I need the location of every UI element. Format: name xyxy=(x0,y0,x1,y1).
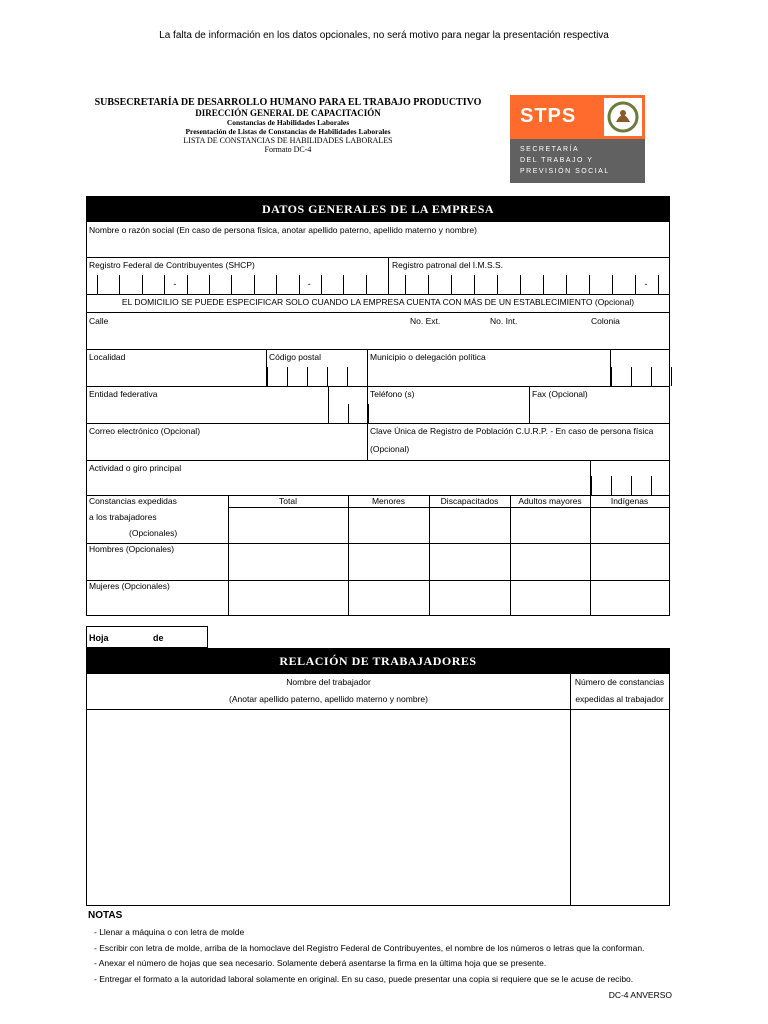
label-of: de xyxy=(153,633,164,643)
worker-name-area[interactable] xyxy=(87,710,570,906)
sheet-counter xyxy=(86,626,208,648)
header-line-4: Presentación de Listas de Constancias de Habilidades Laborales xyxy=(185,127,391,136)
header-line-6: Formato DC-4 xyxy=(264,145,312,154)
label-curp-optional: (Opcional) xyxy=(370,444,410,454)
logo-text-3: PREVISIÓN SOCIAL xyxy=(520,168,610,175)
header-line-2: DIRECCIÓN GENERAL DE CAPACITACIÓN xyxy=(195,108,381,118)
char-box-dash: - xyxy=(644,279,648,289)
char-box-divider xyxy=(631,367,632,386)
char-box-divider xyxy=(164,275,165,294)
label-street: Calle xyxy=(89,316,109,326)
label-men: Hombres (Opcionales) xyxy=(89,544,175,554)
label-imss: Registro patronal del I.M.S.S. xyxy=(392,260,504,270)
char-box-divider xyxy=(119,275,120,294)
document-header xyxy=(88,97,488,154)
char-box-divider xyxy=(343,275,344,294)
char-box-divider xyxy=(287,367,288,386)
char-box-divider xyxy=(328,404,329,423)
col-certificate-count: Número de constancias xyxy=(574,677,665,687)
char-box-divider xyxy=(254,275,255,294)
char-box-divider xyxy=(651,476,652,495)
note-item: - Entregar el formato a la autoridad laboral solamente en original. En su caso, puede presentar una copia si requiere que se le acuse de recibo. xyxy=(94,974,634,984)
char-box-divider xyxy=(347,367,348,386)
char-box-dash: - xyxy=(307,279,311,289)
char-box-divider xyxy=(367,367,368,386)
char-box-divider xyxy=(321,275,322,294)
label-fax: Fax (Opcional) xyxy=(532,389,588,399)
label-women: Mujeres (Opcionales) xyxy=(89,581,170,591)
label-locality: Localidad xyxy=(89,352,126,362)
label-ext-number: No. Ext. xyxy=(410,316,441,326)
section-title-company: DATOS GENERALES DE LA EMPRESA xyxy=(87,197,669,222)
certificate-count-area[interactable] xyxy=(571,710,669,906)
char-box-divider xyxy=(97,275,98,294)
note-item: - Escribir con letra de molde, arriba de la homoclave del Registro Federal de Contribuyentes, el nombre de los números o letras que la conforman. xyxy=(94,943,645,953)
col-worker-name: Nombre del trabajador xyxy=(286,677,371,687)
char-box-divider xyxy=(566,275,567,294)
col-worker-name-note: (Anotar apellido paterno, apellido materno y nombre) xyxy=(229,694,428,704)
label-sheet: Hoja xyxy=(89,633,109,643)
section-title-workers: RELACIÓN DE TRABAJADORES xyxy=(87,649,669,674)
char-box-divider xyxy=(231,275,232,294)
char-box-divider xyxy=(267,367,268,386)
logo-text-1: SECRETARÍA xyxy=(520,146,580,153)
top-note: La falta de información en los datos opcionales, no será motivo para negar la presentación respectiva xyxy=(159,30,609,41)
char-box-divider xyxy=(388,275,389,294)
char-box-divider xyxy=(671,367,672,386)
char-box-divider xyxy=(405,275,406,294)
char-box-divider xyxy=(497,275,498,294)
char-box-divider xyxy=(658,275,659,294)
label-neighborhood: Colonia xyxy=(591,316,620,326)
label-state: Entidad federativa xyxy=(89,389,158,399)
col-total: Total xyxy=(279,496,297,506)
col-disabled: Discapacitados xyxy=(440,496,499,506)
char-box-divider xyxy=(327,367,328,386)
char-box-divider xyxy=(612,275,613,294)
header-line-3: Constancias de Habilidades Laborales xyxy=(226,118,350,127)
char-box-divider xyxy=(543,275,544,294)
col-seniors: Adultos mayores xyxy=(518,496,582,506)
label-business-name: Nombre o razón social (En caso de persona física, anotar apellido paterno, apellido materno y nombre) xyxy=(89,225,477,235)
stps-logo xyxy=(510,95,645,183)
char-box-divider xyxy=(307,367,308,386)
label-email: Correo electrónico (Opcional) xyxy=(89,426,201,436)
header-line-5: LISTA DE CONSTANCIAS DE HABILIDADES LABORALES xyxy=(183,136,393,145)
char-box-divider xyxy=(520,275,521,294)
col-certificate-count-2: expedidas al trabajador xyxy=(575,694,664,704)
workers-list xyxy=(86,648,670,906)
notes-title: NOTAS xyxy=(88,910,123,921)
note-item: - Llenar a máquina o con letra de molde xyxy=(94,927,245,937)
char-box-divider xyxy=(451,275,452,294)
logo-brand: STPS xyxy=(520,105,577,127)
char-box-divider xyxy=(474,275,475,294)
char-box-divider xyxy=(187,275,188,294)
label-activity: Actividad o giro principal xyxy=(89,463,182,473)
char-box-divider xyxy=(142,275,143,294)
char-box-divider xyxy=(209,275,210,294)
char-box-divider xyxy=(591,476,592,495)
note-item: - Anexar el número de hojas que sea necesario. Solamente deberá asentarse la firma en la última hoja que se presente. xyxy=(94,958,547,968)
label-certificates: Constancias expedidas xyxy=(89,496,177,506)
char-box-divider xyxy=(366,275,367,294)
char-box-divider xyxy=(428,275,429,294)
col-indigenous: Indígenas xyxy=(610,496,649,506)
label-domicile-note: EL DOMICILIO SE PUEDE ESPECIFICAR SOLO CUANDO LA EMPRESA CUENTA CON MÁS DE UN ESTABLECIMIENTO (Opcional) xyxy=(121,297,635,307)
mexican-seal-icon xyxy=(604,98,642,136)
char-box-divider xyxy=(368,404,369,423)
char-box-dash: - xyxy=(173,279,177,289)
label-int-number: No. Int. xyxy=(490,316,518,326)
label-phone: Teléfono (s) xyxy=(370,389,415,399)
page-footer: DC-4 ANVERSO xyxy=(608,990,672,1000)
char-box-divider xyxy=(611,367,612,386)
char-box-divider xyxy=(635,275,636,294)
label-certificates-2: a los trabajadores xyxy=(89,512,157,522)
char-box-divider xyxy=(276,275,277,294)
label-curp: Clave Única de Registro de Población C.U.R.P. - En caso de persona física xyxy=(370,426,654,436)
label-municipality: Municipio o delegación política xyxy=(370,352,486,362)
char-box-divider xyxy=(348,404,349,423)
char-box-divider xyxy=(611,476,612,495)
char-box-divider xyxy=(651,367,652,386)
col-minors: Menores xyxy=(371,496,406,506)
logo-top xyxy=(510,95,645,139)
label-rfc: Registro Federal de Contribuyentes (SHCP) xyxy=(89,260,255,270)
label-certificates-optional: (Opcionales) xyxy=(129,528,178,538)
label-postal-code: Código postal xyxy=(269,352,321,362)
logo-text-2: DEL TRABAJO Y xyxy=(520,157,594,164)
char-box-divider xyxy=(631,476,632,495)
char-box-divider xyxy=(299,275,300,294)
logo-bottom xyxy=(510,139,645,183)
company-data-form xyxy=(86,196,670,616)
header-line-1: SUBSECRETARÍA DE DESARROLLO HUMANO PARA EL TRABAJO PRODUCTIVO xyxy=(94,97,482,108)
char-box-divider xyxy=(589,275,590,294)
